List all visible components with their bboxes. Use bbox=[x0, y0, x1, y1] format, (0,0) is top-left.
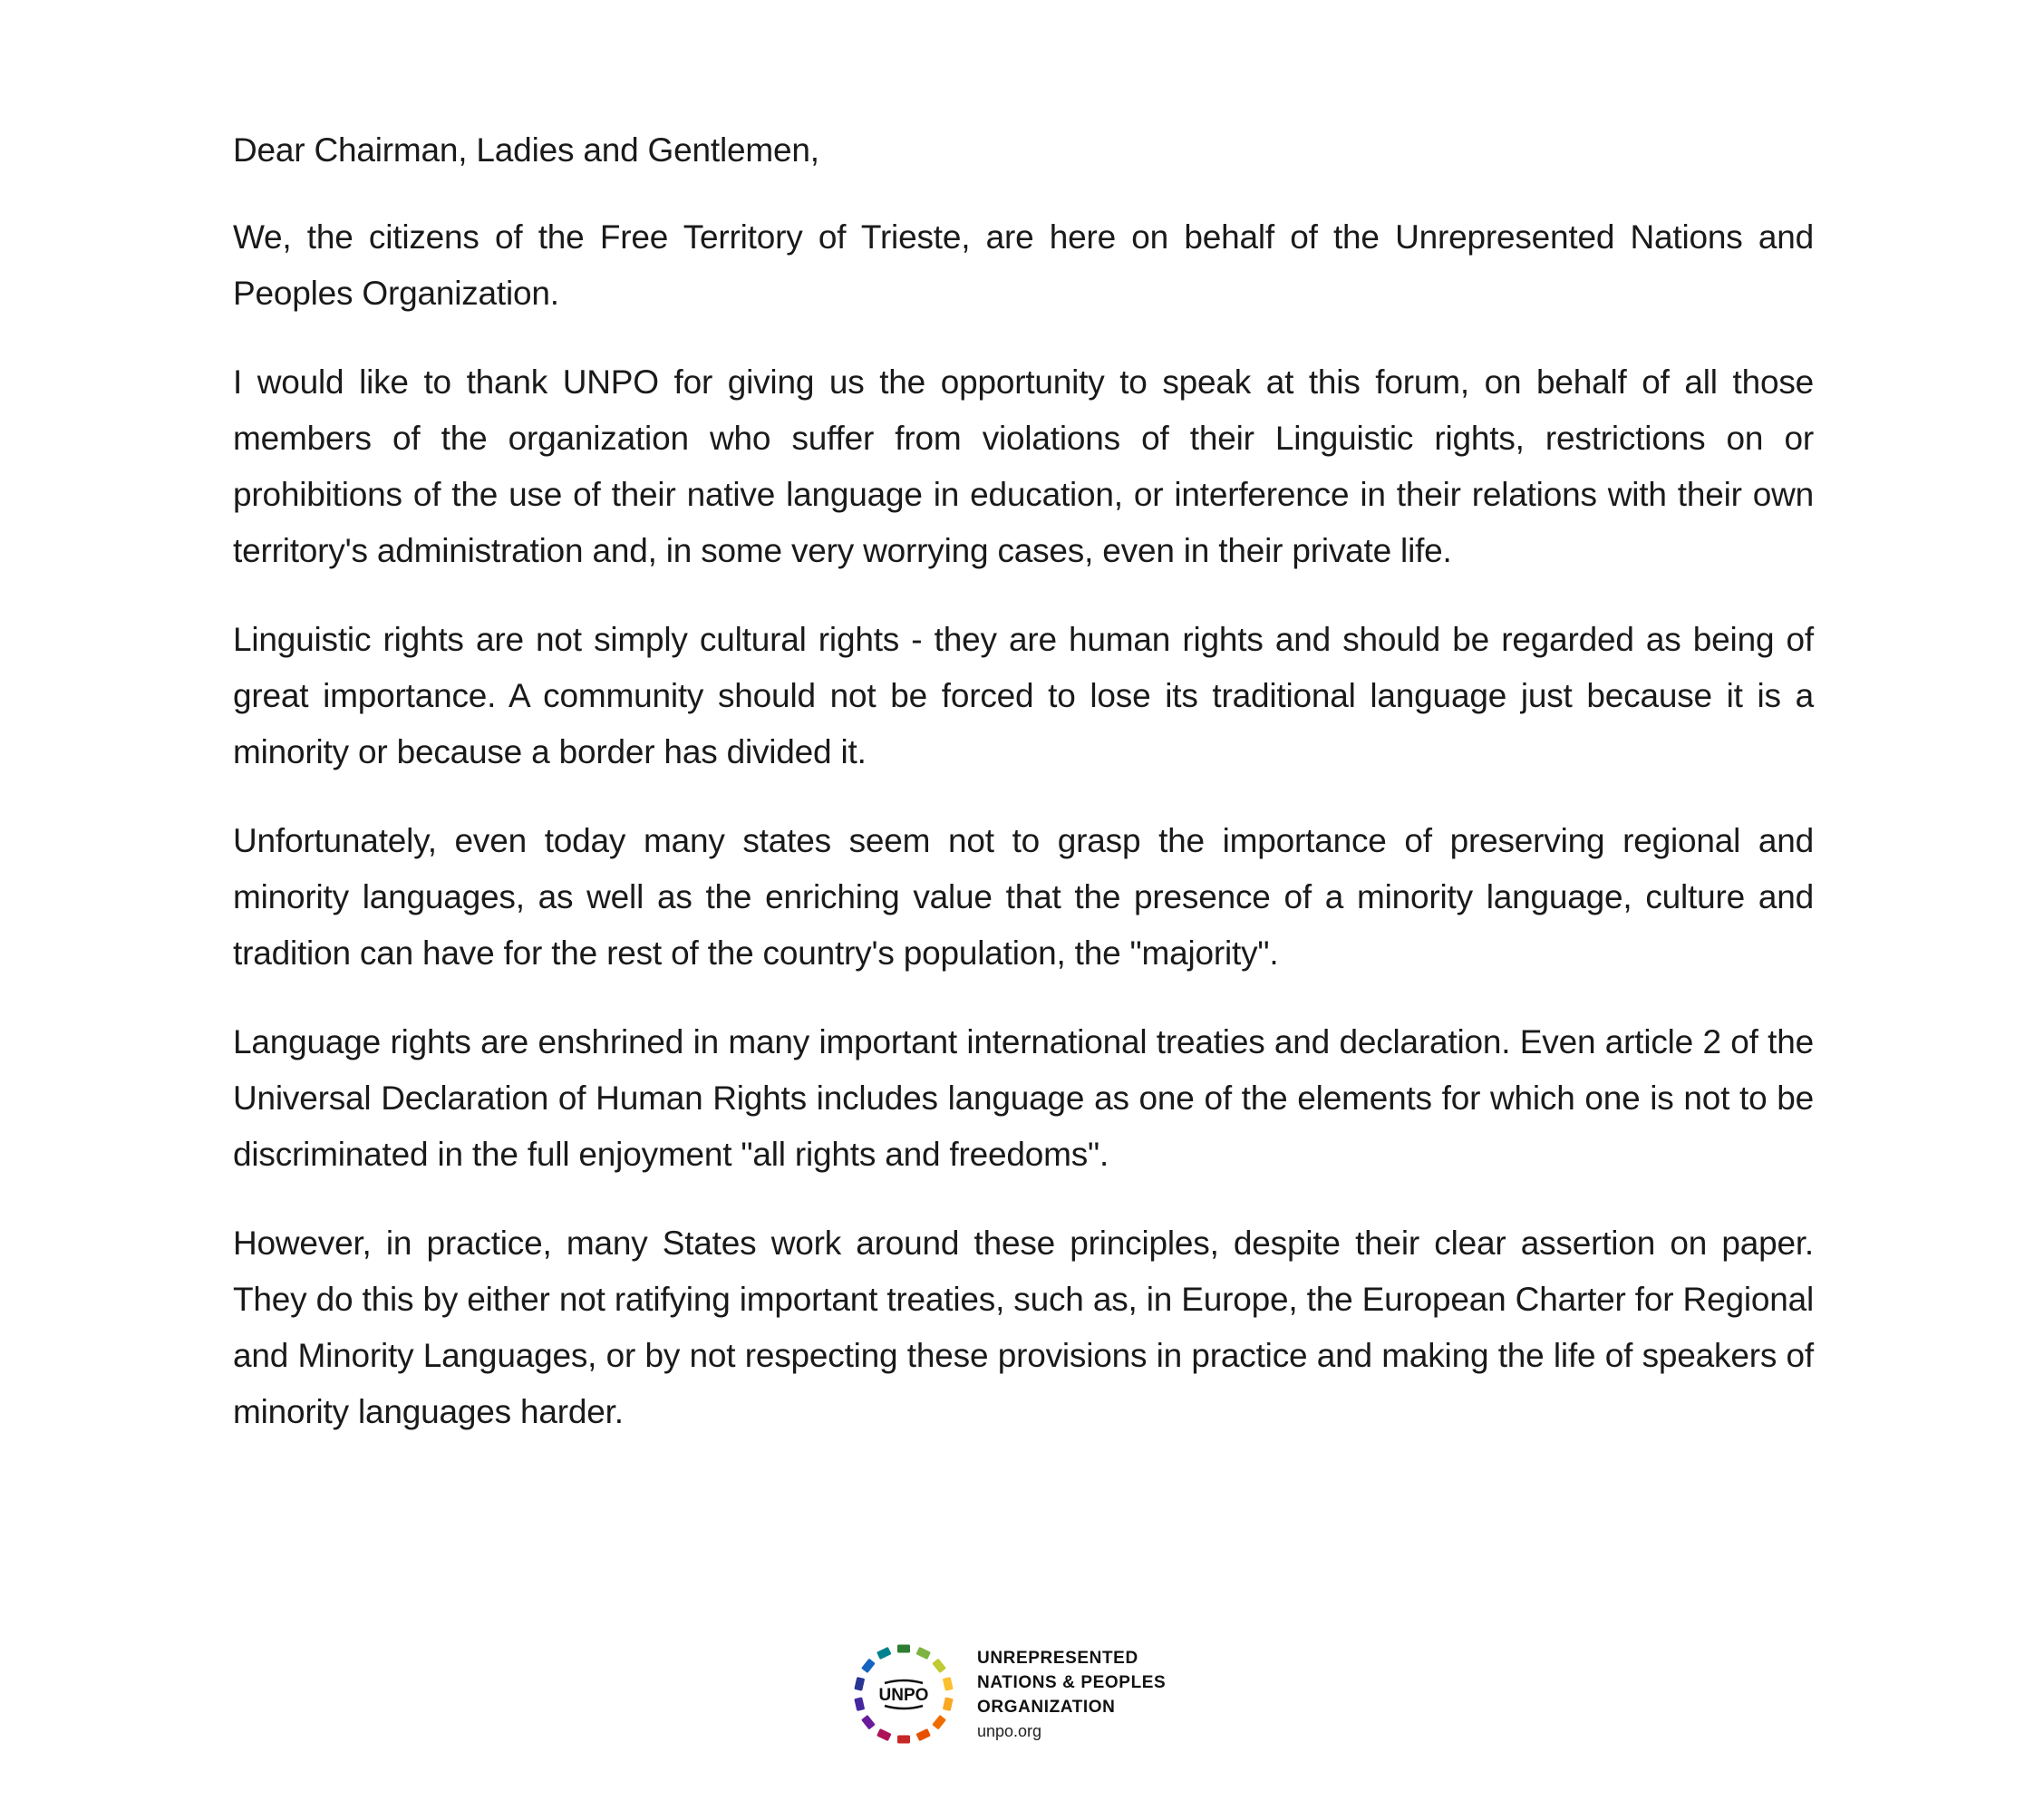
logo-ring-segment bbox=[861, 1659, 876, 1674]
logo-arc-bottom bbox=[885, 1706, 923, 1709]
paragraph-1: We, the citizens of the Free Territory of Trieste, are here on behalf of the Unrepresented Nations and Peoples Organization. bbox=[233, 218, 1814, 312]
logo-ring-segment bbox=[897, 1645, 910, 1653]
logo-ring-segment bbox=[877, 1647, 892, 1660]
unpo-footer bbox=[850, 1641, 1166, 1747]
unpo-logo-icon bbox=[850, 1641, 957, 1747]
logo-ring-segment bbox=[854, 1677, 865, 1691]
logo-ring-segment bbox=[915, 1728, 931, 1741]
org-url: unpo.org bbox=[977, 1721, 1042, 1740]
logo-ring-segment bbox=[877, 1728, 892, 1741]
logo-arc-top bbox=[885, 1680, 923, 1683]
logo-ring-segment bbox=[861, 1715, 876, 1730]
logo-ring-segment bbox=[897, 1736, 910, 1744]
logo-ring-segment bbox=[854, 1697, 865, 1711]
letter-body bbox=[233, 122, 1814, 1473]
paragraph-2: I would like to thank UNPO for giving us the opportunity to speak at this forum, on behalf of all those members of the organization who suffer from violations of their Linguistic rights, restrictions on or prohibitions of the use of their native language in education, or interference in their relations with their own territory's administration and, in some very worrying cases, even in their private life. bbox=[233, 363, 1814, 569]
org-name-line-1: UNREPRESENTED bbox=[977, 1648, 1138, 1668]
salutation: Dear Chairman, Ladies and Gentlemen, bbox=[233, 131, 819, 169]
org-name-line-3: ORGANIZATION bbox=[977, 1697, 1116, 1717]
paragraph-5: Language rights are enshrined in many important international treaties and declaration. Even article 2 of the Universal Declaration of Human Rights includes language as one of the elements for which one is not to be discriminated in the full enjoyment "all rights and freedoms". bbox=[233, 1023, 1814, 1173]
org-name-line-2: NATIONS & PEOPLES bbox=[977, 1672, 1167, 1692]
logo-ring-segment bbox=[943, 1697, 954, 1711]
logo-ring-segment bbox=[932, 1659, 946, 1674]
logo-wordmark: UNPO bbox=[878, 1686, 929, 1705]
paragraph-6: However, in practice, many States work around these principles, despite their clear assertion on paper. They do this by either not ratifying important treaties, such as, in Europe, the European Charter for Regional and Minority Languages, or by not respecting these provisions in practice and making the life of speakers of minority languages harder. bbox=[233, 1225, 1814, 1430]
logo-ring-segment bbox=[915, 1647, 931, 1660]
org-name-block bbox=[977, 1646, 1166, 1743]
paragraph-4: Unfortunately, even today many states seem not to grasp the importance of preserving regional and minority languages, as well as the enriching value that the presence of a minority language, culture and tradition can have for the rest of the country's population, the "majority". bbox=[233, 822, 1814, 972]
logo-ring-segment bbox=[932, 1715, 946, 1730]
logo-ring-segment bbox=[943, 1677, 954, 1691]
paragraph-3: Linguistic rights are not simply cultural rights - they are human rights and should be regarded as being of great importance. A community should not be forced to lose its traditional language just because it is a minority or because a border has divided it. bbox=[233, 621, 1814, 770]
